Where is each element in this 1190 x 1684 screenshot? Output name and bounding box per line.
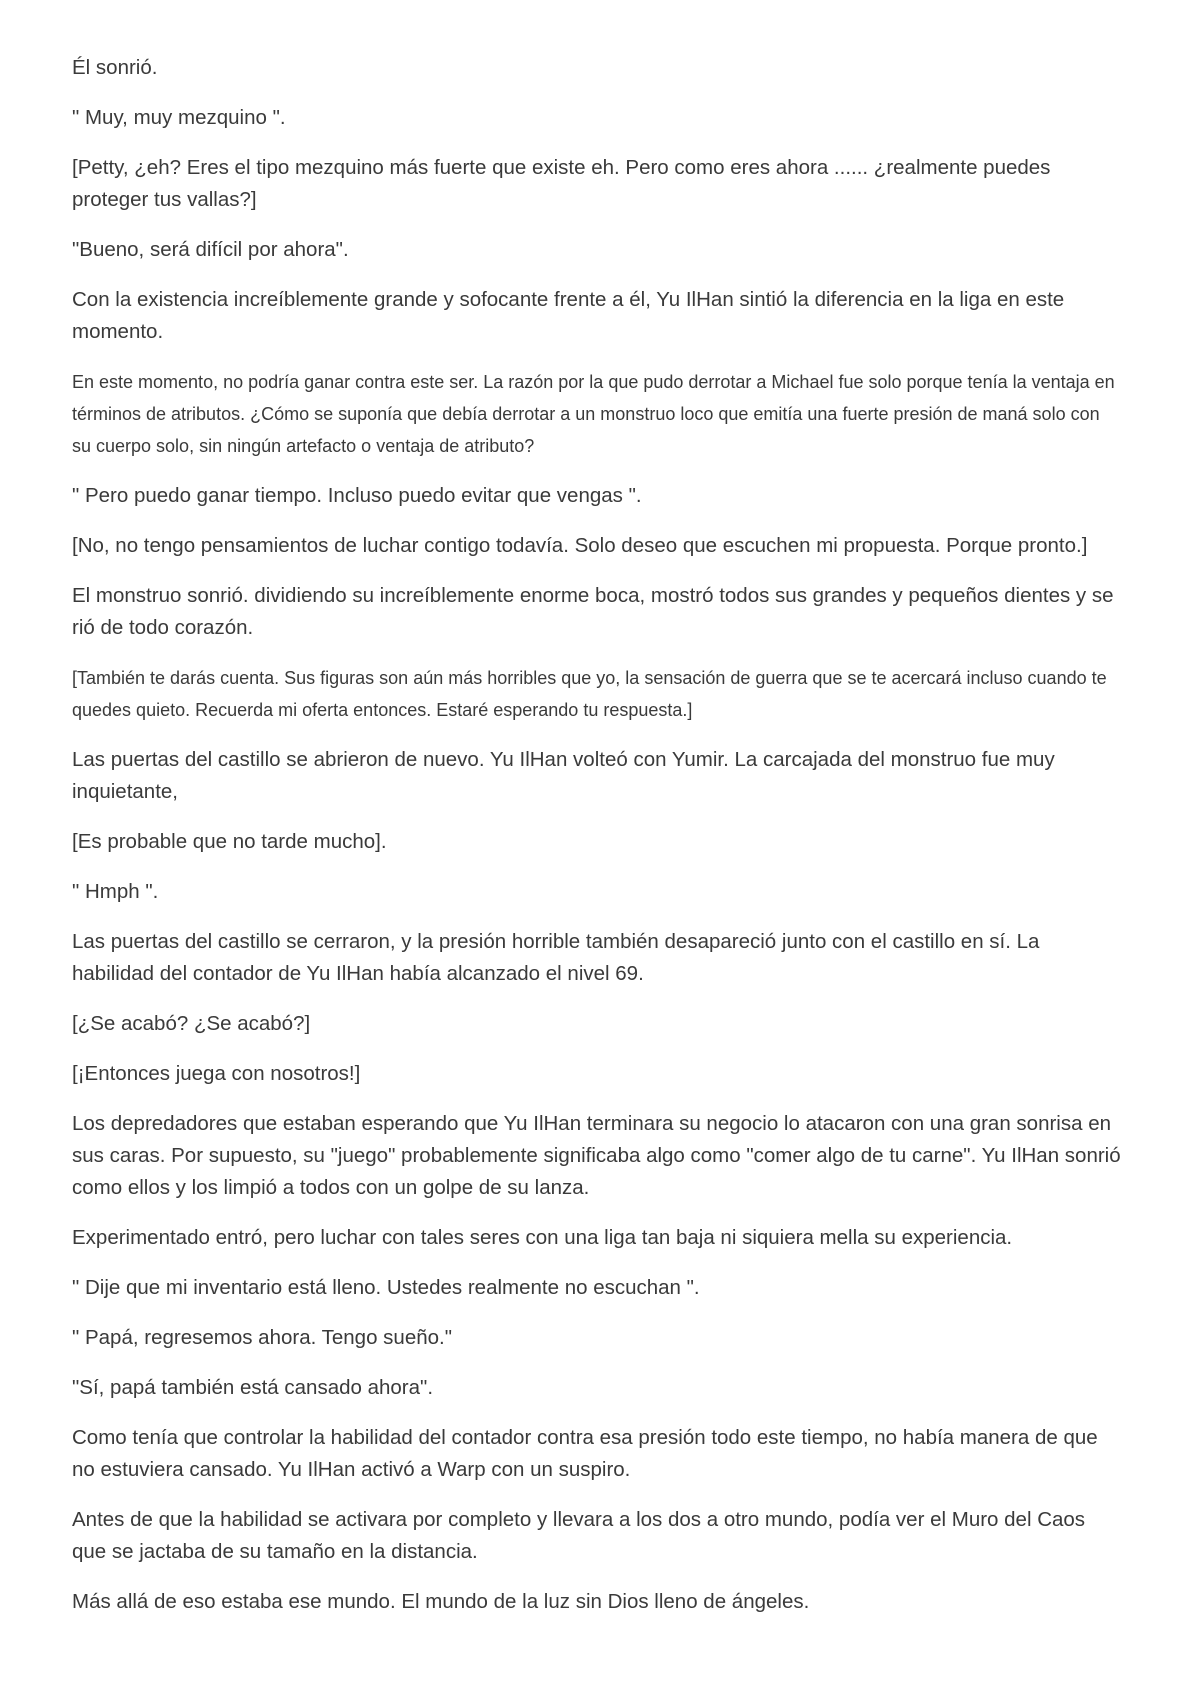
paragraph: [También te darás cuenta. Sus figuras son aún más horribles que yo, la sensación de guerra que se te acercará incluso cuando te quedes quieto. Recuerda mi oferta entonces. Estaré esperando tu respuesta.]	[72, 668, 1107, 720]
paragraph: [Petty, ¿eh? Eres el tipo mezquino más fuerte que existe eh. Pero como eres ahora ...... ¿realmente puedes proteger tus vallas?]	[72, 156, 1051, 211]
paragraph: Antes de que la habilidad se activara por completo y llevara a los dos a otro mundo, podía ver el Muro del Caos que se jactaba de su tamaño en la distancia.	[72, 1508, 1086, 1563]
paragraph: " Hmph ".	[72, 880, 159, 903]
paragraph: En este momento, no podría ganar contra este ser. La razón por la que pudo derrotar a Michael fue solo porque tenía la ventaja en términos de atributos. ¿Cómo se suponía que debía derrotar a un monstruo loco que emitía una fuerte presión de maná solo con su cuerpo solo, sin ningún artefacto o ventaja de atributo?	[72, 372, 1115, 456]
paragraph: El monstruo sonrió. dividiendo su increíblemente enorme boca, mostró todos sus grandes y pequeños dientes y se rió de todo corazón.	[72, 584, 1114, 639]
document-page	[72, 52, 1122, 1636]
paragraph: [¿Se acabó? ¿Se acabó?]	[72, 1012, 311, 1035]
paragraph: Las puertas del castillo se cerraron, y la presión horrible también desapareció junto con el castillo en sí. La habilidad del contador de Yu IlHan había alcanzado el nivel 69.	[72, 930, 1040, 985]
paragraph: [¡Entonces juega con nosotros!]	[72, 1062, 361, 1085]
paragraph: "Sí, papá también está cansado ahora".	[72, 1376, 434, 1399]
paragraph: Los depredadores que estaban esperando que Yu IlHan terminara su negocio lo atacaron con una gran sonrisa en sus caras. Por supuesto, su "juego" probablemente significaba algo como "comer algo de tu carne". Yu IlHan sonrió como ellos y los limpió a todos con un golpe de su lanza.	[72, 1112, 1121, 1199]
paragraph: Experimentado entró, pero luchar con tales seres con una liga tan baja ni siquiera mella su experiencia.	[72, 1226, 1013, 1249]
paragraph: " Pero puedo ganar tiempo. Incluso puedo evitar que vengas ".	[72, 484, 642, 507]
paragraph: Más allá de eso estaba ese mundo. El mundo de la luz sin Dios lleno de ángeles.	[72, 1590, 810, 1613]
paragraph: Las puertas del castillo se abrieron de nuevo. Yu IlHan volteó con Yumir. La carcajada del monstruo fue muy inquietante,	[72, 748, 1055, 803]
paragraph: " Muy, muy mezquino ".	[72, 106, 286, 129]
paragraph: Con la existencia increíblemente grande y sofocante frente a él, Yu IlHan sintió la diferencia en la liga en este momento.	[72, 288, 1065, 343]
paragraph: [No, no tengo pensamientos de luchar contigo todavía. Solo deseo que escuchen mi propuesta. Porque pronto.]	[72, 534, 1088, 557]
paragraph: Como tenía que controlar la habilidad del contador contra esa presión todo este tiempo, no había manera de que no estuviera cansado. Yu IlHan activó a Warp con un suspiro.	[72, 1426, 1098, 1481]
paragraph: " Dije que mi inventario está lleno. Ustedes realmente no escuchan ".	[72, 1276, 700, 1299]
paragraph: [Es probable que no tarde mucho].	[72, 830, 387, 853]
paragraph: "Bueno, será difícil por ahora".	[72, 238, 349, 261]
paragraph: Él sonrió.	[72, 56, 158, 79]
paragraph: " Papá, regresemos ahora. Tengo sueño."	[72, 1326, 453, 1349]
